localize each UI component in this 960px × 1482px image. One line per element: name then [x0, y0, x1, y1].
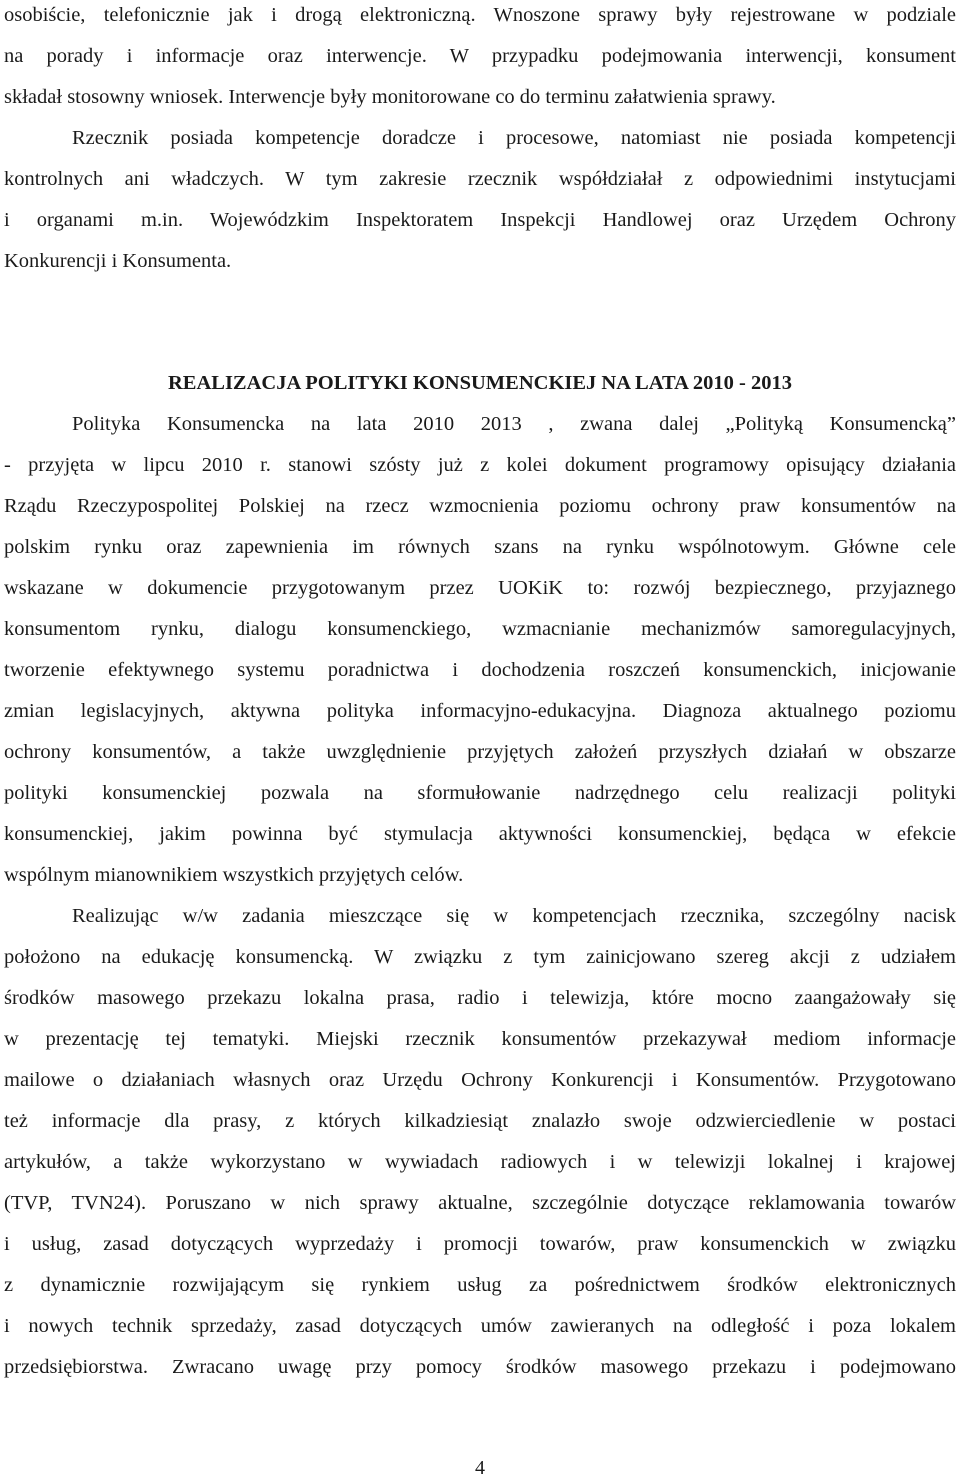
text-line: w prezentację tej tematyki. Miejski rzecznik konsumentów przekazywał mediom informacje [4, 1028, 956, 1050]
text-line: i organami m.in. Wojewódzkim Inspektoratem Inspekcji Handlowej oraz Urzędem Ochrony [4, 209, 956, 231]
text-line: położono na edukację konsumencką. W związku z tym zainicjowano szereg akcji z udziałem [4, 946, 956, 968]
text-line: na porady i informacje oraz interwencje. W przypadku podejmowania interwencji, konsument [4, 45, 956, 67]
text-line: z dynamicznie rozwijającym się rynkiem usług za pośrednictwem środków elektronicznych [4, 1274, 956, 1296]
text-line: kontrolnych ani władczych. W tym zakresie rzecznik współdziałał z odpowiednimi instytucjami [4, 168, 956, 190]
page-number: 4 [475, 1457, 485, 1479]
text-line: tworzenie efektywnego systemu poradnictwa i dochodzenia roszczeń konsumenckich, inicjowanie [4, 659, 956, 681]
text-line: Polityka Konsumencka na lata 2010 2013 , zwana dalej „Polityką Konsumencką” [72, 413, 956, 435]
text-line: polityki konsumenckiej pozwala na sformułowanie nadrzędnego celu realizacji polityki [4, 782, 956, 804]
text-line: konsumentom rynku, dialogu konsumenckiego, wzmacnianie mechanizmów samoregulacyjnych, [4, 618, 956, 640]
text-line: wspólnym mianownikiem wszystkich przyjętych celów. [4, 864, 464, 886]
text-line: konsumenckiej, jakim powinna być stymulacja aktywności konsumenckiej, będąca w efekcie [4, 823, 956, 845]
text-line: ochrony konsumentów, a także uwzględnienie przyjętych założeń przyszłych działań w obszarze [4, 741, 956, 763]
text-line: i nowych technik sprzedaży, zasad dotyczących umów zawieranych na odległość i poza lokalem [4, 1315, 956, 1337]
text-line: wskazane w dokumencie przygotowanym przez UOKiK to: rozwój bezpiecznego, przyjaznego [4, 577, 956, 599]
text-line: też informacje dla prasy, z których kilkadziesiąt znalazło swoje odzwierciedlenie w postaci [4, 1110, 956, 1132]
text-line: zmian legislacyjnych, aktywna polityka informacyjno-edukacyjna. Diagnoza aktualnego poziomu [4, 700, 956, 722]
text-line: (TVP, TVN24). Poruszano w nich sprawy aktualne, szczególnie dotyczące reklamowania towarów [4, 1192, 956, 1214]
text-line: Konkurencji i Konsumenta. [4, 250, 232, 272]
text-line: Rzecznik posiada kompetencje doradcze i procesowe, natomiast nie posiada kompetencji [72, 127, 956, 149]
text-line: środków masowego przekazu lokalna prasa, radio i telewizja, które mocno zaangażowały się [4, 987, 956, 1009]
text-line: Rządu Rzeczypospolitej Polskiej na rzecz wzmocnienia poziomu ochrony praw konsumentów na [4, 495, 956, 517]
document-page [4, 0, 956, 1482]
text-line: i usług, zasad dotyczących wyprzedaży i promocji towarów, praw konsumenckich w związku [4, 1233, 956, 1255]
text-line: składał stosowny wniosek. Interwencje były monitorowane co do terminu załatwienia sprawy. [4, 86, 776, 108]
text-line: Realizując w/w zadania mieszczące się w kompetencjach rzecznika, szczególny nacisk [72, 905, 956, 927]
text-line: mailowe o działaniach własnych oraz Urzędu Ochrony Konkurencji i Konsumentów. Przygotowano [4, 1069, 956, 1091]
text-line: przedsiębiorstwa. Zwracano uwagę przy pomocy środków masowego przekazu i podejmowano [4, 1356, 956, 1378]
text-line: - przyjęta w lipcu 2010 r. stanowi szósty już z kolei dokument programowy opisujący działania [4, 454, 956, 476]
text-line: artykułów, a także wykorzystano w wywiadach radiowych i w telewizji lokalnej i krajowej [4, 1151, 956, 1173]
section-heading: REALIZACJA POLITYKI KONSUMENCKIEJ NA LATA 2010 - 2013 [168, 372, 792, 394]
text-line: osobiście, telefonicznie jak i drogą elektroniczną. Wnoszone sprawy były rejestrowane w podziale [4, 4, 956, 26]
text-line: polskim rynku oraz zapewnienia im równych szans na rynku wspólnotowym. Główne cele [4, 536, 956, 558]
